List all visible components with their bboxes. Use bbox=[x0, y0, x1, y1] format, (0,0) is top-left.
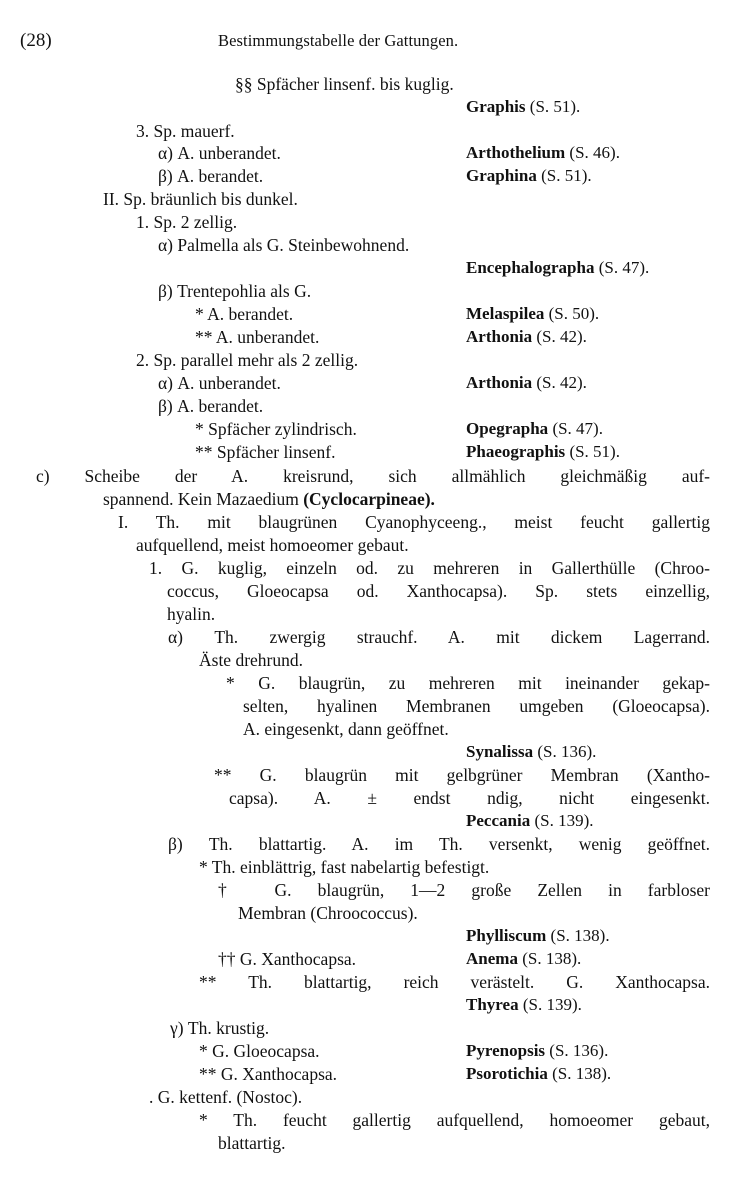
genus-name: Arthothelium bbox=[466, 143, 566, 162]
genus-entry bbox=[466, 441, 620, 463]
text-line: † G. blaugrün, 1—2 große Zellen in farbloser bbox=[218, 880, 710, 900]
text-line: α) Palmella als G. Steinbewohnend. bbox=[158, 235, 410, 255]
text-line: γ) Th. krustig. bbox=[170, 1018, 270, 1038]
text-line: II. Sp. bräunlich bis dunkel. bbox=[103, 189, 298, 209]
genus-name: Pyrenopsis bbox=[466, 1041, 546, 1060]
genus-name: Graphis bbox=[466, 97, 526, 116]
page-reference: (S. 47). bbox=[552, 419, 603, 438]
text-line: blattartig. bbox=[218, 1133, 286, 1153]
genus-name: Synalissa bbox=[466, 742, 534, 761]
text-fragment: spannend. Kein Mazaedium bbox=[103, 489, 304, 509]
text-line: α) Th. zwergig strauchf. A. mit dickem Lagerrand. bbox=[168, 627, 710, 647]
text-line: selten, hyalinen Membranen umgeben (Gloeocapsa). bbox=[243, 696, 710, 716]
text-line: Äste drehrund. bbox=[199, 650, 304, 670]
page-reference: (S. 51). bbox=[569, 442, 620, 461]
text-line: β) A. berandet. bbox=[158, 396, 264, 416]
genus-entry bbox=[466, 810, 593, 832]
text-line: ** A. unberandet. bbox=[195, 327, 320, 347]
genus-name: Melaspilea bbox=[466, 304, 545, 323]
page-reference: (S. 138). bbox=[550, 926, 610, 945]
section-title-bold: (Cyclocarpineae). bbox=[303, 489, 435, 509]
genus-name: Phaeographis bbox=[466, 442, 566, 461]
genus-entry bbox=[466, 418, 603, 440]
text-line: * Th. feucht gallertig aufquellend, homoeomer gebaut, bbox=[199, 1110, 710, 1130]
text-line: β) Th. blattartig. A. im Th. versenkt, wenig geöffnet. bbox=[168, 834, 710, 854]
text-line: . G. kettenf. (Nostoc). bbox=[149, 1087, 303, 1107]
text-line: c) Scheibe der A. kreisrund, sich allmählich gleichmäßig auf- bbox=[36, 466, 710, 486]
text-line: hyalin. bbox=[167, 604, 216, 624]
genus-name: Peccania bbox=[466, 811, 531, 830]
genus-name: Arthonia bbox=[466, 327, 533, 346]
genus-name: Graphina bbox=[466, 166, 537, 185]
text-line: α) A. unberandet. bbox=[158, 143, 281, 163]
text-line: 1. G. kuglig, einzeln od. zu mehreren in Gallerthülle (Chroo- bbox=[149, 558, 710, 578]
genus-entry bbox=[466, 326, 587, 348]
genus-entry bbox=[466, 925, 610, 947]
text-line: coccus, Gloeocapsa od. Xanthocapsa). Sp. stets einzellig, bbox=[167, 581, 710, 601]
text-line: ** G. Xanthocapsa. bbox=[199, 1064, 338, 1084]
text-line: * G. blaugrün, zu mehreren mit ineinander gekap- bbox=[226, 673, 710, 693]
page-reference: (S. 42). bbox=[536, 373, 587, 392]
text-line: aufquellend, meist homoeomer gebaut. bbox=[136, 535, 409, 555]
page-reference: (S. 136). bbox=[537, 742, 597, 761]
genus-name: Phylliscum bbox=[466, 926, 547, 945]
page-reference: (S. 138). bbox=[552, 1064, 612, 1083]
genus-entry bbox=[466, 303, 599, 325]
text-line: * A. berandet. bbox=[195, 304, 294, 324]
genus-entry bbox=[466, 165, 592, 187]
page-number: (28) bbox=[20, 30, 52, 51]
text-line: ** Th. blattartig, reich verästelt. G. Xanthocapsa. bbox=[199, 972, 710, 992]
text-line: §§ Spfächer linsenf. bis kuglig. bbox=[235, 74, 454, 94]
genus-entry bbox=[466, 142, 620, 164]
text-line: 1. Sp. 2 zellig. bbox=[136, 212, 238, 232]
text-line: Membran (Chroococcus). bbox=[238, 903, 418, 923]
page-reference: (S. 136). bbox=[549, 1041, 609, 1060]
page-reference: (S. 42). bbox=[536, 327, 587, 346]
text-line: ** Spfächer linsenf. bbox=[195, 442, 336, 462]
genus-entry bbox=[466, 96, 580, 118]
genus-entry bbox=[466, 1040, 608, 1062]
text-line: A. eingesenkt, dann geöffnet. bbox=[243, 719, 449, 739]
text-line: * Th. einblättrig, fast nabelartig befestigt. bbox=[199, 857, 490, 877]
text-line: 3. Sp. mauerf. bbox=[136, 121, 235, 141]
page-reference: (S. 47). bbox=[598, 258, 650, 277]
text-line: α) A. unberandet. bbox=[158, 373, 281, 393]
genus-entry bbox=[466, 948, 581, 970]
running-title: Bestimmungstabelle der Gattungen. bbox=[218, 31, 459, 50]
text-line: β) Trentepohlia als G. bbox=[158, 281, 312, 301]
genus-entry bbox=[466, 372, 587, 394]
page-reference: (S. 139). bbox=[534, 811, 594, 830]
genus-entry bbox=[466, 1063, 611, 1085]
text-line: ** G. blaugrün mit gelbgrüner Membran (Xantho- bbox=[214, 765, 710, 785]
genus-name: Opegrapha bbox=[466, 419, 549, 438]
genus-entry bbox=[466, 741, 596, 763]
genus-name: Encephalographa bbox=[466, 258, 595, 277]
genus-name: Psorotichia bbox=[466, 1064, 548, 1083]
text-line: I. Th. mit blaugrünen Cyanophyceeng., meist feucht gallertig bbox=[118, 512, 710, 532]
genus-name: Anema bbox=[466, 949, 518, 968]
text-line: * G. Gloeocapsa. bbox=[199, 1041, 320, 1061]
text-line bbox=[103, 488, 435, 510]
genus-name: Arthonia bbox=[466, 373, 533, 392]
page-reference: (S. 138). bbox=[522, 949, 582, 968]
genus-entry bbox=[466, 257, 649, 279]
page-reference: (S. 51). bbox=[529, 97, 581, 116]
text-line: 2. Sp. parallel mehr als 2 zellig. bbox=[136, 350, 359, 370]
page-reference: (S. 46). bbox=[569, 143, 620, 162]
text-line: capsa). A. ± endst ndig, nicht eingesenkt. bbox=[229, 788, 710, 808]
genus-name: Thyrea bbox=[466, 995, 519, 1014]
text-line: †† G. Xanthocapsa. bbox=[218, 949, 357, 969]
page-reference: (S. 139). bbox=[522, 995, 582, 1014]
text-line: β) A. berandet. bbox=[158, 166, 264, 186]
page-reference: (S. 50). bbox=[548, 304, 600, 323]
genus-entry bbox=[466, 994, 582, 1016]
page-reference: (S. 51). bbox=[541, 166, 592, 185]
text-line: * Spfächer zylindrisch. bbox=[195, 419, 357, 439]
